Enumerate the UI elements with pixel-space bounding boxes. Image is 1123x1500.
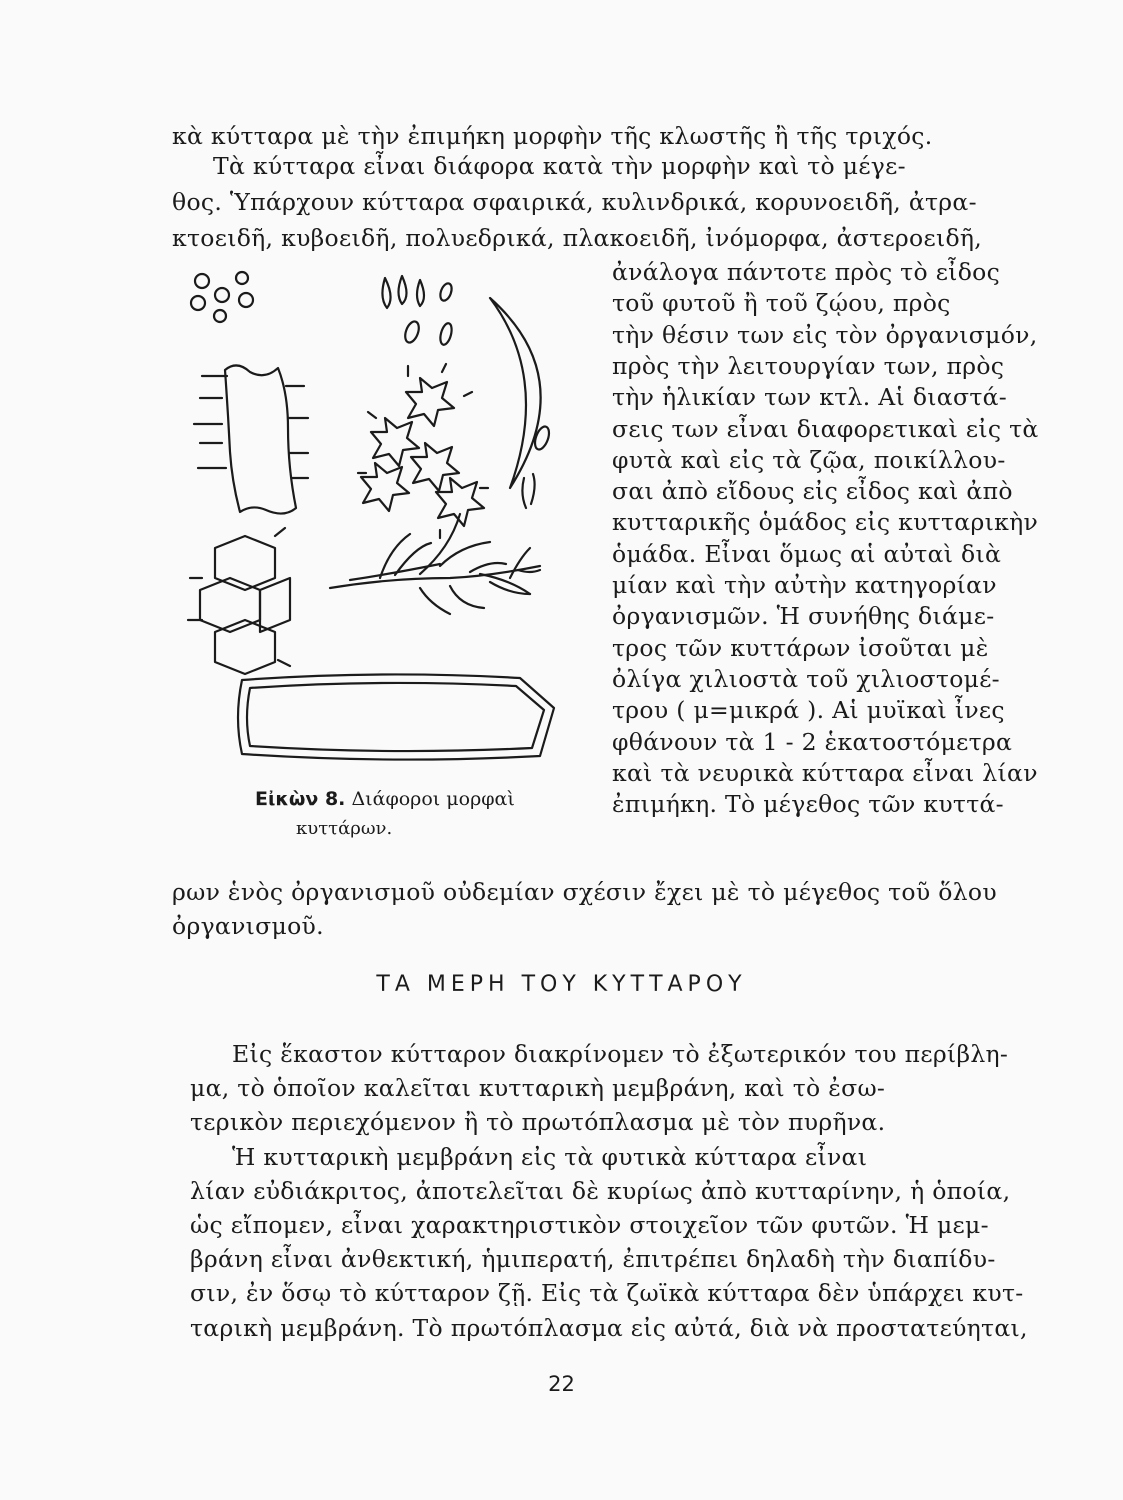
section-line: μα, τὸ ὁποῖον καλεῖται κυτταρικὴ μεμβράνη, καὶ τὸ ἐσω- — [190, 1074, 886, 1103]
side-line: τὴν ἡλικίαν των κτλ. Αἱ διαστά- — [612, 383, 1008, 412]
text-line-4 — [172, 224, 1080, 252]
figure-caption-line-1 — [255, 788, 515, 810]
side-line: καὶ τὰ νευρικὰ κύτταρα εἶναι λίαν — [612, 758, 1038, 787]
star-cells-icon — [358, 364, 488, 538]
side-line: ἐπιμήκη. Τὸ μέγεθος τῶν κυττά- — [612, 790, 1004, 819]
text-line-4-content: κτοειδῆ, κυβοειδῆ, πολυεδρικά, πλακοειδῆ, ἰνόμορφα, ἀστεροειδῆ, — [172, 224, 983, 252]
side-line: κυτταρικῆς ὁμάδος εἰς κυτταρικὴν — [612, 508, 1039, 537]
section-line: Εἰς ἕκαστον κύτταρον διακρίνομεν τὸ ἐξωτερικόν του περίβλη- — [232, 1040, 1009, 1068]
side-line: τὴν θέσιν των εἰς τὸν ὀργανισμόν, — [612, 320, 1038, 349]
after-line-2 — [172, 912, 324, 940]
spindle-cell-icon — [532, 425, 551, 452]
after-line-1 — [172, 878, 1080, 906]
page-number: 22 — [548, 1372, 575, 1396]
side-line: φυτὰ καὶ εἰς τὰ ζῷα, ποικίλλου- — [612, 445, 1006, 474]
section-line: σιν, ἐν ὅσῳ τὸ κύτταρον ζῇ. Εἰς τὰ ζωϊκὰ κύτταρα δὲν ὑπάρχει κυτ- — [190, 1279, 1024, 1308]
section-line: τερικὸν περιεχόμενον ἢ τὸ πρωτόπλασμα μὲ τὸν πυρῆνα. — [190, 1108, 886, 1137]
section-line: ταρικὴ μεμβράνη. Τὸ πρωτόπλασμα εἰς αὐτά, διὰ νὰ προστατεύηται, — [190, 1313, 1028, 1342]
section-line: βράνη εἶναι ἀνθεκτική, ἡμιπερατή, ἐπιτρέπει δηλαδὴ τὴν διαπίδυ- — [190, 1245, 996, 1274]
side-line: πρὸς τὴν λειτουργίαν των, πρὸς — [612, 351, 1005, 380]
after-line-2-content: ὀργανισμοῦ. — [172, 912, 324, 940]
figure-caption-line-2: κυττάρων. — [296, 818, 393, 839]
cell-shapes-figure — [180, 268, 580, 778]
figure-caption-label: Εἰκὼν 8. — [255, 788, 346, 810]
text-line-1 — [172, 122, 1080, 150]
side-line: ὀργανισμῶν. Ἡ συνήθης διάμε- — [612, 602, 995, 631]
wavy-cell-icon — [225, 365, 296, 513]
branched-cell-icon — [330, 474, 540, 614]
side-line: σαι ἀπὸ εἴδους εἰς εἶδος καὶ ἀπὸ — [612, 477, 1013, 506]
crescent-cell-icon — [490, 298, 541, 488]
figure-caption-text-1: Διάφοροι μορφαὶ — [351, 788, 515, 810]
side-line: μίαν καὶ τὴν αὐτὴν κατηγορίαν — [612, 571, 997, 599]
fiber-cell-inner-icon — [247, 683, 544, 751]
section-line: Ἡ κυτταρικὴ μεμβράνη εἰς τὰ φυτικὰ κύτταρα εἶναι — [232, 1142, 868, 1171]
section-line: ὡς εἴπομεν, εἶναι χαρακτηριστικὸν στοιχεῖον τῶν φυτῶν. Ἡ μεμ- — [190, 1211, 989, 1239]
section-heading: ΤΑ ΜΕΡΗ ΤΟΥ ΚΥΤΤΑΡΟΥ — [376, 972, 747, 997]
spherical-cells-icon — [191, 272, 253, 322]
side-line: ὁμάδα. Εἶναι ὅμως αἱ αὐταὶ διὰ — [612, 539, 1002, 568]
polyhedral-cells-icon — [188, 528, 290, 674]
side-line: σεις των εἶναι διαφορετικαὶ εἰς τὰ — [612, 414, 1039, 443]
fiber-cell-outer-icon — [238, 674, 554, 759]
club-cells-icon — [382, 276, 453, 346]
side-line: τρου ( μ=μικρά ). Αἱ μυϊκαὶ ἶνες — [612, 696, 1005, 725]
side-line: ὀλίγα χιλιοστὰ τοῦ χιλιοστομέ- — [612, 664, 1000, 693]
text-line-3-content: θος. Ὑπάρχουν κύτταρα σφαιρικά, κυλινδρικά, κορυνοειδῆ, ἀτρα- — [172, 188, 977, 216]
text-line-1-content: κὰ κύτταρα μὲ τὴν ἐπιμήκη μορφὴν τῆς κλωστῆς ἢ τῆς τριχός. — [172, 122, 933, 150]
side-line: τοῦ φυτοῦ ἢ τοῦ ζῴου, πρὸς — [612, 289, 951, 318]
after-line-1-content: ρων ἑνὸς ὀργανισμοῦ οὐδεμίαν σχέσιν ἔχει μὲ τὸ μέγεθος τοῦ ὅλου — [172, 878, 997, 906]
side-line: ἀνάλογα πάντοτε πρὸς τὸ εἶδος — [612, 258, 1001, 286]
text-line-2-content: Τὰ κύτταρα εἶναι διάφορα κατὰ τὴν μορφὴν καὶ τὸ μέγε- — [213, 152, 906, 180]
section-line: λίαν εὐδιάκριτος, ἀποτελεῖται δὲ κυρίως ἀπὸ κυτταρίνην, ἡ ὁποία, — [190, 1176, 1011, 1205]
text-line-2 — [213, 152, 1080, 180]
text-line-3 — [172, 188, 1080, 216]
side-line: φθάνουν τὰ 1 - 2 ἑκατοστόμετρα — [612, 727, 1013, 756]
side-line: τρος τῶν κυττάρων ἰσοῦται μὲ — [612, 633, 989, 662]
